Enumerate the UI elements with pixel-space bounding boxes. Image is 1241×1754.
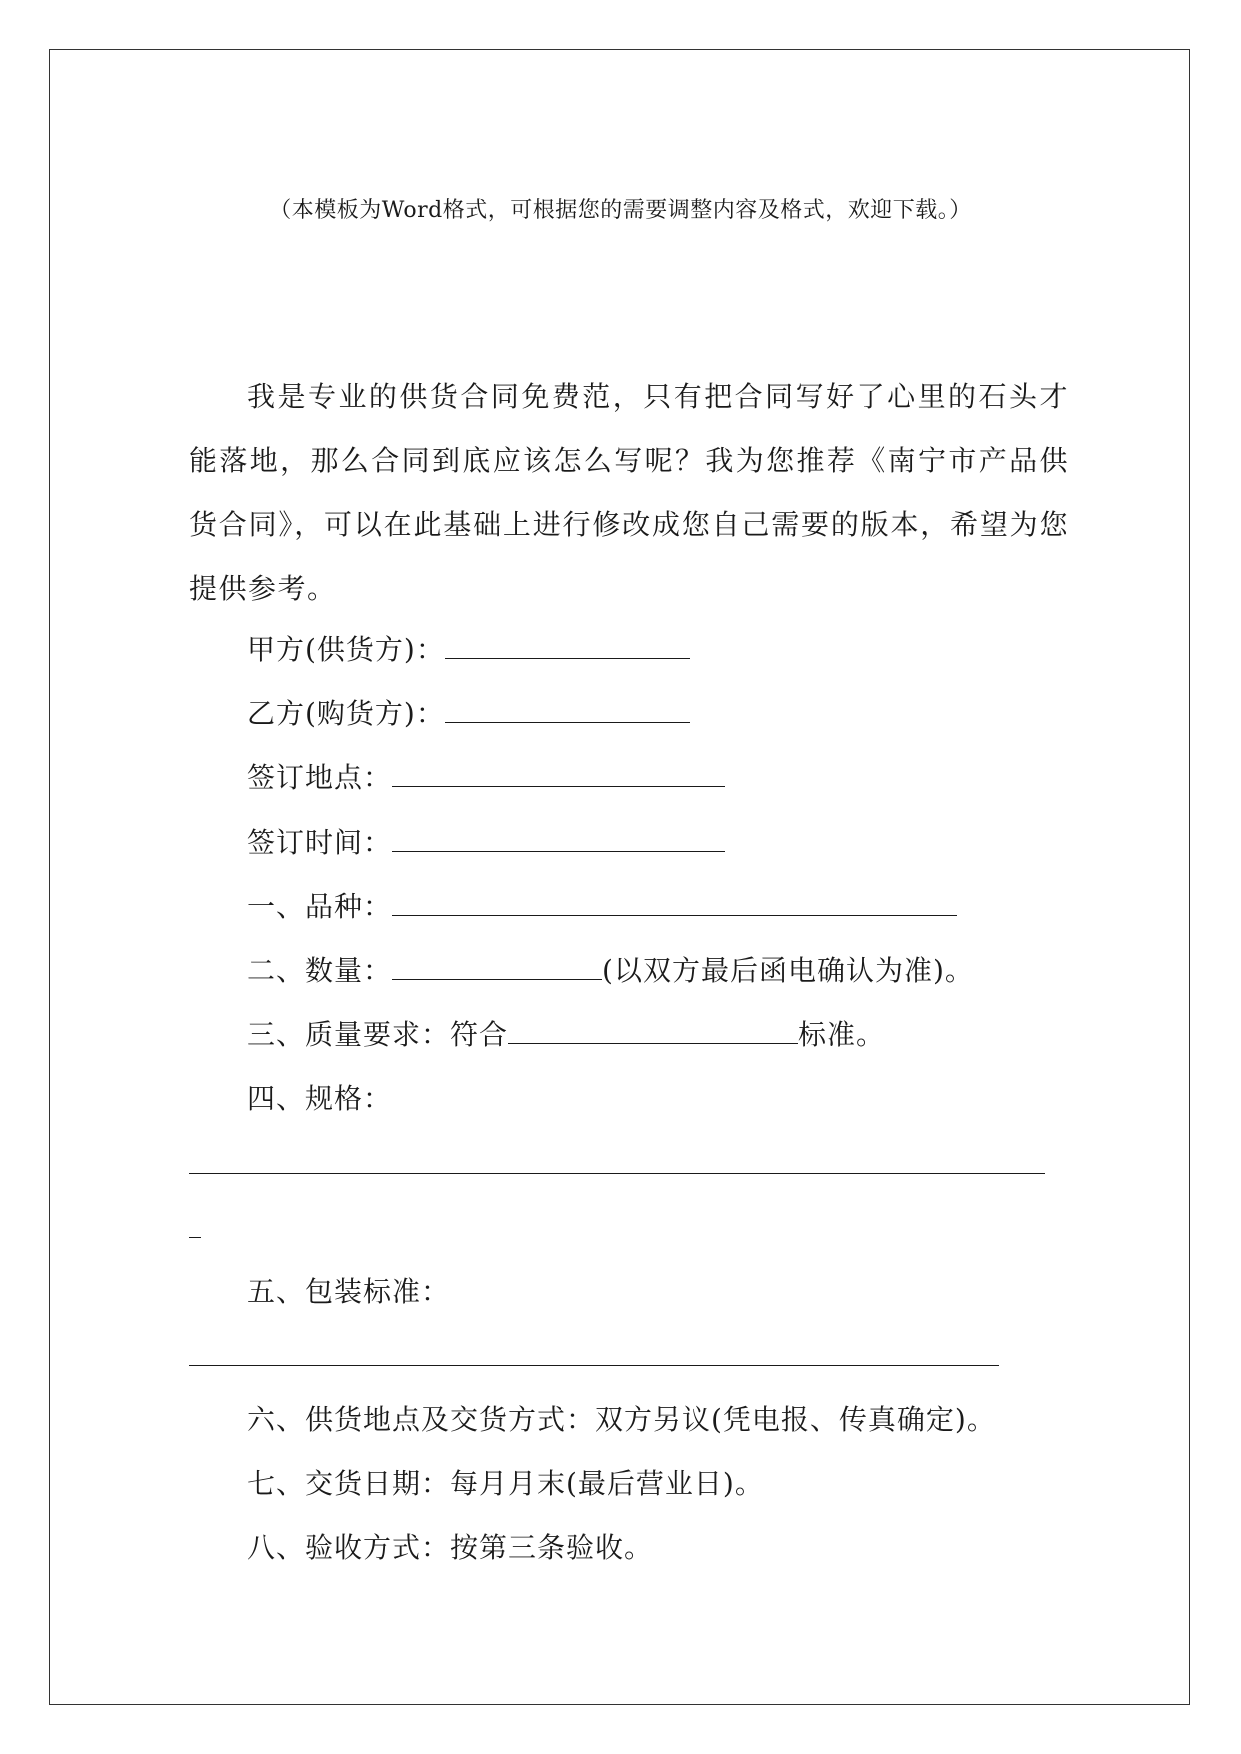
quantity-blank[interactable] — [392, 953, 602, 980]
party-b-line — [247, 692, 690, 732]
clause-4-line: 四、规格： — [247, 1082, 393, 1115]
party-b-blank[interactable] — [445, 696, 690, 723]
packaging-blank-line[interactable] — [189, 1365, 999, 1366]
sign-place-label: 签订地点： — [247, 761, 393, 794]
clause-2-line — [247, 949, 974, 989]
party-b-label: 乙方(购货方)： — [247, 697, 445, 730]
clause-3-label: 三、质量要求：符合 — [247, 1018, 509, 1051]
clause-7-line: 七、交货日期：每月月末(最后营业日)。 — [247, 1467, 764, 1500]
sign-time-blank[interactable] — [392, 825, 725, 852]
sign-time-line — [247, 821, 725, 861]
clause-3-line — [247, 1013, 885, 1053]
page-border — [49, 49, 1190, 1705]
intro-paragraph: 我是专业的供货合同免费范，只有把合同写好了心里的石头才能落地，那么合同到底应该怎么写呢？我为您推荐《南宁市产品供货合同》，可以在此基础上进行修改成您自己需要的版本，希望为您提供参考。 — [189, 380, 1069, 605]
clause-2-label: 二、数量： — [247, 954, 393, 987]
clause-8-line: 八、验收方式：按第三条验收。 — [247, 1531, 654, 1564]
clause-1-line — [247, 885, 957, 925]
spec-blank-line-1[interactable] — [189, 1173, 1045, 1174]
clause-1-label: 一、品种： — [247, 890, 393, 923]
sign-place-line — [247, 756, 725, 796]
spec-blank-line-2[interactable] — [189, 1237, 201, 1238]
party-a-line — [247, 628, 690, 668]
quality-standard-blank[interactable] — [508, 1017, 798, 1044]
party-a-label: 甲方(供货方)： — [247, 633, 445, 666]
party-a-blank[interactable] — [445, 632, 690, 659]
clause-6-line: 六、供货地点及交货方式：双方另议(凭电报、传真确定)。 — [247, 1403, 996, 1436]
sign-time-label: 签订时间： — [247, 826, 393, 859]
template-note: （本模板为Word格式，可根据您的需要调整内容及格式，欢迎下载。） — [269, 198, 972, 223]
sign-place-blank[interactable] — [392, 760, 725, 787]
variety-blank[interactable] — [392, 889, 957, 916]
clause-3-suffix: 标准。 — [798, 1018, 886, 1051]
clause-2-suffix: (以双方最后函电确认为准)。 — [602, 954, 974, 987]
clause-5-line: 五、包装标准： — [247, 1275, 451, 1308]
